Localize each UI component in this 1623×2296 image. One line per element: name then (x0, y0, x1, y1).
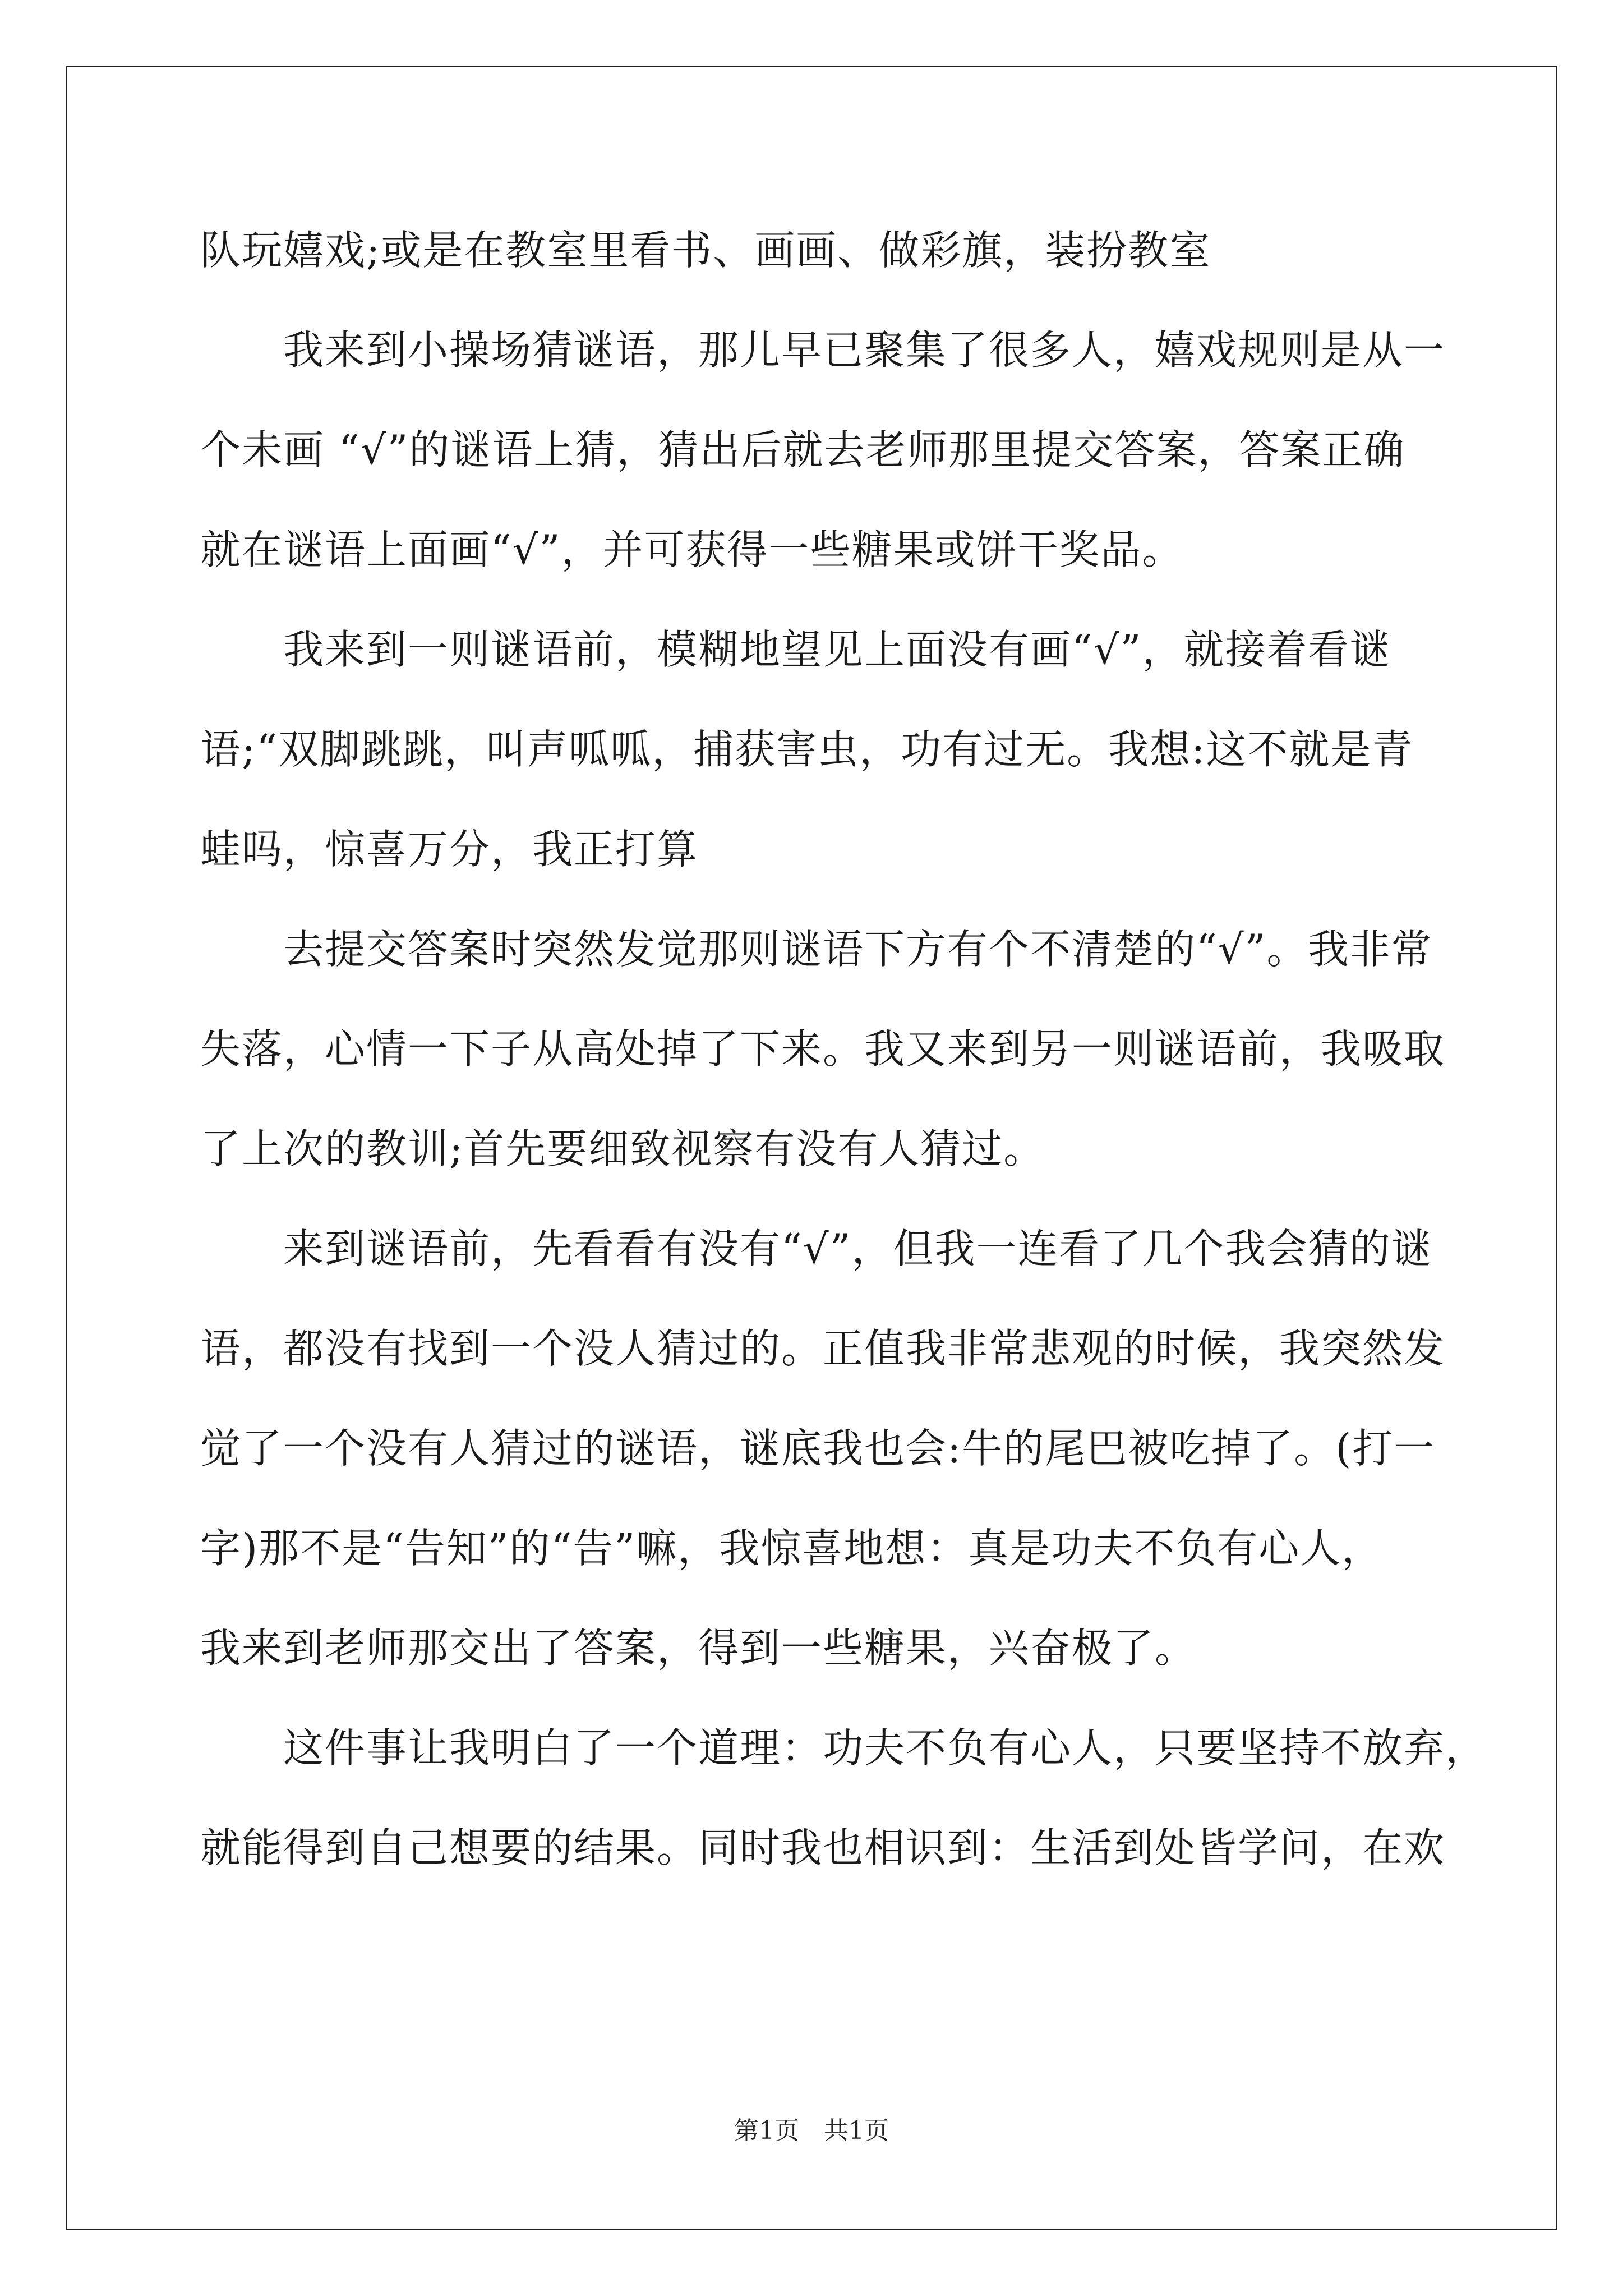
text-line: 我来到老师那交出了答案，得到一些糖果，兴奋极了。 (200, 1625, 1197, 1672)
text-line: 了上次的教训;首先要细致视察有没有人猜过。 (200, 1125, 1045, 1172)
text-line: 我来到一则谜语前，模糊地望见上面没有画“√”，就接着看谜 (283, 626, 1391, 673)
page-footer (0, 2110, 1623, 2146)
text-line: 语;“双脚跳跳，叫声呱呱，捕获害虫，功有过无。我想:这不就是青 (200, 726, 1414, 773)
page-total: 共1页 (824, 2116, 889, 2145)
text-line: 这件事让我明白了一个道理：功夫不负有心人，只要坚持不放弃， (283, 1724, 1487, 1772)
text-line: 队玩嬉戏;或是在教室里看书、画画、做彩旗，装扮教室 (200, 227, 1211, 274)
page-number: 第1页 (734, 2116, 799, 2145)
text-line: 失落，心情一下子从高处掉了下来。我又来到另一则谜语前，我吸取 (200, 1025, 1446, 1073)
text-line: 就能得到自己想要的结果。同时我也相识到：生活到处皆学问，在欢 (200, 1824, 1446, 1871)
text-line: 个未画 “√”的谜语上猜，猜出后就去老师那里提交答案，答案正确 (200, 426, 1405, 473)
text-line: 来到谜语前，先看看有没有“√”，但我一连看了几个我会猜的谜 (283, 1225, 1433, 1272)
document-body (200, 211, 1487, 1908)
text-line: 字)那不是“告知”的“告”嘛，我惊喜地想：真是功夫不负有心人， (200, 1525, 1384, 1572)
text-line: 蛙吗，惊喜万分，我正打算 (200, 826, 699, 873)
text-line: 觉了一个没有人猜过的谜语，谜底我也会:牛的尾巴被吃掉了。(打一 (200, 1425, 1436, 1472)
text-line: 就在谜语上面画“√”，并可获得一些糖果或饼干奖品。 (200, 526, 1184, 573)
text-line: 语，都没有找到一个没人猜过的。正值我非常悲观的时候，我突然发 (200, 1325, 1446, 1372)
text-line: 去提交答案时突然发觉那则谜语下方有个不清楚的“√”。我非常 (283, 926, 1433, 973)
text-line: 我来到小操场猜谜语，那儿早已聚集了很多人，嬉戏规则是从一 (283, 326, 1446, 374)
